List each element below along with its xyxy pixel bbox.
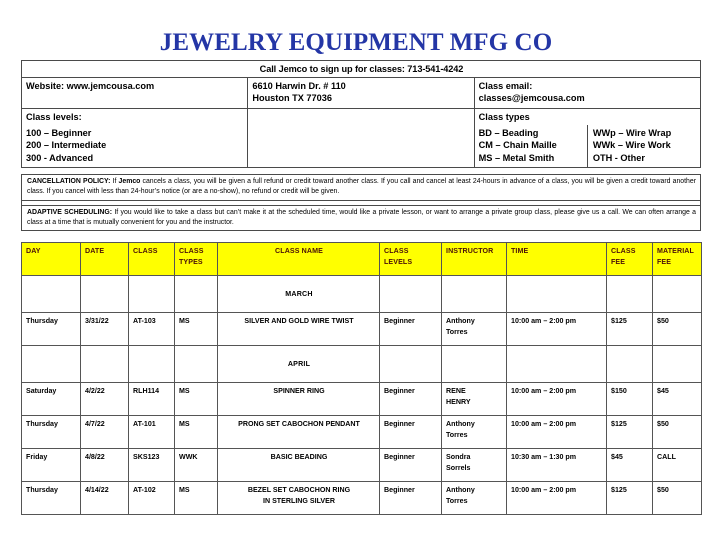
table-row[interactable] [22, 449, 702, 482]
month-row-day [22, 346, 81, 383]
cell-instructor-line1: Sondra [446, 453, 471, 461]
month-row-class-type [175, 276, 218, 313]
cell-class-fee: $125 [607, 313, 653, 346]
cell-class-type: MS [175, 416, 218, 449]
email-label: Class email: [478, 81, 533, 92]
cell-class-name-line2: IN STERLING SILVER [263, 496, 335, 505]
cell-instructor-line2: Torres [446, 327, 468, 336]
column-header-class-levels-line2: LEVELS [384, 257, 413, 266]
cancellation-text-part-1: If [110, 178, 119, 185]
month-row-class [129, 276, 175, 313]
schedule-table [21, 242, 702, 515]
month-row-material-fee [653, 346, 702, 383]
company-info-block [21, 60, 701, 168]
column-header-class-name[interactable] [218, 243, 380, 276]
cell-instructor [442, 383, 507, 416]
cell-instructor-line2: Sorrels [446, 463, 471, 472]
cell-class-fee: $45 [607, 449, 653, 482]
column-header-class-name-line1: CLASS NAME [275, 247, 323, 255]
class-type-wwp: WWp – Wire Wrap [592, 128, 672, 139]
cancellation-bold-word: Jemco [118, 178, 141, 185]
table-row[interactable] [22, 482, 702, 515]
month-row-instructor [442, 276, 507, 313]
column-header-material-fee[interactable] [653, 243, 702, 276]
cell-class-name [218, 482, 380, 515]
cell-level: Beginner [380, 383, 442, 416]
cell-instructor [442, 449, 507, 482]
cancellation-policy-label: CANCELLATION POLICY: [27, 178, 111, 185]
cell-class-code: AT-103 [129, 313, 175, 346]
column-header-class-fee-line2: FEE [611, 257, 626, 266]
class-levels-heading: Class levels: [26, 112, 82, 123]
month-row-material-fee [653, 276, 702, 313]
cell-class-code: SKS123 [129, 449, 175, 482]
column-header-material-fee-line1: MATERIAL [657, 247, 694, 255]
cell-day: Saturday [22, 383, 81, 416]
month-row-level [380, 346, 442, 383]
column-header-class-fee[interactable] [607, 243, 653, 276]
month-row-time [507, 276, 607, 313]
month-row-level [380, 276, 442, 313]
column-header-day-line1: DAY [26, 247, 41, 255]
column-header-class-levels[interactable] [380, 243, 442, 276]
month-row-time [507, 346, 607, 383]
class-level-item-200: 200 – Intermediate [26, 140, 107, 151]
cell-class-name-line1: BASIC BEADING [270, 453, 328, 461]
table-row[interactable] [22, 313, 702, 346]
class-types-cell [474, 109, 700, 168]
cell-class-name [218, 449, 380, 482]
cell-class-type: MS [175, 482, 218, 515]
levels-spacer-cell [248, 109, 474, 168]
cell-class-name-line1: SILVER AND GOLD WIRE TWIST [244, 317, 354, 325]
month-row-instructor [442, 346, 507, 383]
adaptive-scheduling-cell [22, 205, 701, 231]
address-line-1: 6610 Harwin Dr. # 110 [252, 81, 346, 92]
cell-class-name [218, 383, 380, 416]
class-types-left-column [475, 125, 588, 166]
cell-instructor-line2: Torres [446, 430, 468, 439]
class-types-table [475, 109, 700, 167]
schedule-header-row [22, 243, 702, 276]
table-row[interactable] [22, 383, 702, 416]
cell-date: 4/7/22 [81, 416, 129, 449]
column-header-class-types-line2: TYPES [179, 257, 203, 266]
cell-date: 4/2/22 [81, 383, 129, 416]
column-header-date[interactable] [81, 243, 129, 276]
cell-time: 10:00 am – 2:00 pm [507, 383, 607, 416]
month-row-class-fee [607, 276, 653, 313]
cell-material-fee: $50 [653, 482, 702, 515]
class-types-right-column [587, 125, 700, 166]
cell-date: 4/8/22 [81, 449, 129, 482]
table-row[interactable] [22, 416, 702, 449]
column-header-class-line1: CLASS [133, 247, 158, 255]
cell-time: 10:00 am – 2:00 pm [507, 313, 607, 346]
cell-date: 3/31/22 [81, 313, 129, 346]
schedule-body [22, 276, 702, 515]
month-label-march: MARCH [218, 276, 380, 313]
cell-material-fee: $50 [653, 313, 702, 346]
month-row-date [81, 346, 129, 383]
policies-table [21, 174, 701, 231]
cell-class-type: MS [175, 383, 218, 416]
class-levels-cell [22, 109, 248, 168]
month-row-class [129, 346, 175, 383]
cell-level: Beginner [380, 416, 442, 449]
contact-row [22, 78, 701, 109]
month-divider-row [22, 276, 702, 313]
email-address: classes@jemcousa.com [478, 93, 585, 104]
cell-instructor-line2: HENRY [446, 397, 471, 406]
email-cell [474, 78, 700, 109]
column-header-instructor[interactable] [442, 243, 507, 276]
cell-level: Beginner [380, 482, 442, 515]
month-row-class-type [175, 346, 218, 383]
cancellation-text-part-2: cancels a class, you will be given a full refund or credit toward another class. If you call and cancel at least 24-hours in advance of a class, you will be given a credit toward another class. If you cancel with less than 24-hour’s notice (or are a no-show), no refund or credit will be given. [27, 178, 696, 196]
cell-instructor-line2: Torres [446, 496, 468, 505]
cell-instructor [442, 482, 507, 515]
class-level-item-100: 100 – Beginner [26, 128, 92, 139]
column-header-class[interactable] [129, 243, 175, 276]
cell-class-type: MS [175, 313, 218, 346]
cancellation-policy-row [22, 175, 701, 201]
cell-day: Thursday [22, 482, 81, 515]
call-jemco-line: Call Jemco to sign up for classes: 713-541-4242 [22, 61, 701, 78]
cancellation-policy-cell [22, 175, 701, 201]
cell-instructor [442, 313, 507, 346]
class-type-wwk: WWk – Wire Work [592, 140, 671, 151]
cell-instructor-line1: Anthony [446, 317, 475, 325]
cell-class-code: RLH114 [129, 383, 175, 416]
cell-class-code: AT-102 [129, 482, 175, 515]
cell-instructor-line1: RENE [446, 387, 466, 395]
cell-class-fee: $150 [607, 383, 653, 416]
adaptive-scheduling-label: ADAPTIVE SCHEDULING: [27, 208, 113, 216]
cell-class-name-line1: BEZEL SET CABOCHON RING [247, 486, 351, 494]
column-header-day[interactable] [22, 243, 81, 276]
cell-day: Thursday [22, 416, 81, 449]
cell-time: 10:30 am – 1:30 pm [507, 449, 607, 482]
column-header-time[interactable] [507, 243, 607, 276]
cell-class-name-line1: SPINNER RING [273, 387, 325, 395]
cell-date: 4/14/22 [81, 482, 129, 515]
cell-material-fee: $50 [653, 416, 702, 449]
website-cell: Website: www.jemcousa.com [22, 78, 248, 109]
month-row-class-fee [607, 346, 653, 383]
cell-class-fee: $125 [607, 482, 653, 515]
class-levels-table [22, 109, 247, 167]
cell-class-code: AT-101 [129, 416, 175, 449]
cell-material-fee: $45 [653, 383, 702, 416]
column-header-class-fee-line1: CLASS [611, 247, 636, 255]
month-row-day [22, 276, 81, 313]
column-header-class-types-line1: CLASS [179, 247, 204, 255]
column-header-class-levels-line1: CLASS [384, 247, 409, 255]
class-type-cm: CM – Chain Maille [478, 140, 557, 151]
cell-day: Friday [22, 449, 81, 482]
cell-class-name [218, 313, 380, 346]
cell-day: Thursday [22, 313, 81, 346]
month-row-date [81, 276, 129, 313]
month-label-april: APRIL [218, 346, 380, 383]
policies-block [21, 174, 701, 231]
adaptive-scheduling-text: If you would like to take a class but can’t make it at the scheduled time, would like a private lesson, or want to arrange a private group class, please give us a call. We can often arrange a class at a time that is mutually convenient for you and the instructor. [27, 208, 696, 227]
cell-class-name-line1: PRONG SET CABOCHON PENDANT [238, 420, 360, 428]
class-levels-list [22, 125, 247, 166]
cell-instructor-line1: Anthony [446, 486, 475, 494]
page-title: JEWELRY EQUIPMENT MFG CO [159, 29, 553, 56]
class-types-heading: Class types [478, 112, 530, 123]
column-header-material-fee-line2: FEE [657, 257, 672, 266]
cell-class-type: WWK [175, 449, 218, 482]
address-line-2: Houston TX 77036 [252, 93, 332, 104]
cell-time: 10:00 am – 2:00 pm [507, 482, 607, 515]
cell-instructor-line1: Anthony [446, 420, 475, 428]
address-cell [248, 78, 474, 109]
class-type-oth: OTH - Other [592, 152, 645, 163]
cell-level: Beginner [380, 449, 442, 482]
month-divider-row [22, 346, 702, 383]
call-to-action-row [22, 61, 701, 78]
cell-level: Beginner [380, 313, 442, 346]
levels-and-types-row [22, 109, 701, 168]
cell-instructor [442, 416, 507, 449]
column-header-instructor-line1: INSTRUCTOR [446, 247, 494, 255]
column-header-time-line1: TIME [511, 247, 529, 255]
adaptive-scheduling-row [22, 205, 701, 231]
class-type-bd: BD – Beading [478, 128, 539, 139]
cell-material-fee: CALL [653, 449, 702, 482]
cell-class-name [218, 416, 380, 449]
class-type-ms: MS – Metal Smith [478, 152, 555, 163]
cell-class-fee: $125 [607, 416, 653, 449]
cell-time: 10:00 am – 2:00 pm [507, 416, 607, 449]
company-info-table [21, 60, 701, 168]
class-level-item-300: 300 - Advanced [26, 152, 94, 163]
schedule-block [21, 242, 701, 515]
column-header-class-types[interactable] [175, 243, 218, 276]
column-header-date-line1: DATE [85, 247, 105, 255]
